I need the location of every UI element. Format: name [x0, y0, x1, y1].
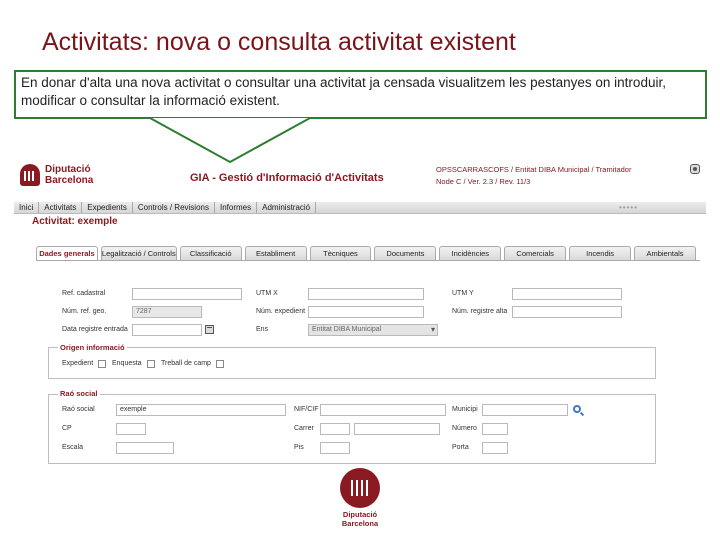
- diputacio-seal-icon: [340, 468, 380, 508]
- tab-dades-generals[interactable]: Dades generals: [36, 246, 98, 260]
- rao-social-input[interactable]: exemple: [116, 404, 286, 416]
- nif-input[interactable]: [320, 404, 446, 416]
- app-title: GIA - Gestió d'Informació d'Activitats: [190, 172, 384, 184]
- menu-item-expedients[interactable]: Expedients: [82, 202, 133, 213]
- session-info-line-1: OPSSCARRASCOFS / Entitat DIBA Municipal / Tramitador: [436, 165, 632, 174]
- carrer-type-input[interactable]: [320, 423, 350, 435]
- tab-comercials[interactable]: Comercials: [504, 246, 566, 260]
- treball-camp-checkbox-label: Treball de camp: [161, 360, 211, 367]
- menu-overflow-dots: •••••: [619, 203, 639, 212]
- search-icon[interactable]: [573, 405, 581, 413]
- enquesta-checkbox[interactable]: [147, 360, 155, 368]
- menu-item-inici[interactable]: Inici: [14, 202, 39, 213]
- tab-incendis[interactable]: Incendis: [569, 246, 631, 260]
- calendar-icon[interactable]: [205, 325, 214, 334]
- num-registre-input[interactable]: [512, 306, 622, 318]
- tab-incidencies[interactable]: Incidències: [439, 246, 501, 260]
- logo-line-2: Barcelona: [45, 175, 94, 186]
- menu-item-controls-revisions[interactable]: Controls / Revisions: [133, 202, 215, 213]
- callout-pointer-arrow: [0, 0, 720, 170]
- app-screenshot: [14, 158, 706, 456]
- ens-select[interactable]: Entitat DIBA Municipal ▾: [308, 324, 438, 336]
- footer-logo-line-2: Barcelona: [341, 519, 379, 528]
- num-ref-geo-label: Núm. ref. geo.: [62, 308, 107, 315]
- data-registre-input[interactable]: [132, 324, 202, 336]
- utm-y-input[interactable]: [512, 288, 622, 300]
- menu-item-activitats[interactable]: Activitats: [39, 202, 82, 213]
- num-ref-geo-input: 7287: [132, 306, 202, 318]
- cp-label: CP: [62, 425, 72, 432]
- numero-label: Número: [452, 425, 477, 432]
- ref-cadastral-label: Ref. cadastral: [62, 290, 106, 297]
- utm-y-label: UTM Y: [452, 290, 474, 297]
- callout-text: En donar d'alta una nova activitat o consultar una activitat ja censada visualitzem les pestanyes on introduir, modificar o consultar la informació existent.: [21, 75, 666, 108]
- logo-line-1: Diputació: [45, 164, 91, 175]
- tab-documents[interactable]: Documents: [374, 246, 436, 260]
- num-expedient-input[interactable]: [308, 306, 424, 318]
- tab-strip: [36, 246, 696, 260]
- utm-x-label: UTM X: [256, 290, 278, 297]
- carrer-label: Carrer: [294, 425, 314, 432]
- tab-tecniques[interactable]: Tècniques: [310, 246, 372, 260]
- utm-x-input[interactable]: [308, 288, 424, 300]
- municipi-label: Municipi: [452, 406, 478, 413]
- escala-label: Escala: [62, 444, 84, 451]
- tab-legalitzacio-controls[interactable]: Legalització / Controls: [101, 246, 177, 260]
- treball-camp-checkbox[interactable]: [216, 360, 224, 368]
- nif-label: NIF/CIF: [294, 406, 319, 413]
- pis-label: Pis: [294, 444, 304, 451]
- rao-social-label: Raó social: [62, 406, 95, 413]
- expedient-checkbox[interactable]: [98, 360, 106, 368]
- tab-panel-dades-generals: [36, 260, 700, 460]
- slide-title: Activitats: nova o consulta activitat existent: [42, 28, 516, 56]
- menu-item-administracio[interactable]: Administració: [257, 202, 316, 213]
- tab-classificacio[interactable]: Classificació: [180, 246, 242, 260]
- enquesta-checkbox-label: Enquesta: [112, 360, 142, 367]
- ens-label: Ens: [256, 326, 269, 333]
- numero-input[interactable]: [482, 423, 508, 435]
- main-menu: [14, 202, 706, 214]
- escala-input[interactable]: [116, 442, 174, 454]
- data-registre-label: Data registre entrada: [62, 326, 128, 333]
- expedient-checkbox-label: Expedient: [62, 360, 94, 367]
- porta-input[interactable]: [482, 442, 508, 454]
- carrer-input[interactable]: [354, 423, 440, 435]
- footer-logo-line-1: Diputació: [342, 510, 378, 519]
- session-info-line-2: Node C / Ver. 2.3 / Rev. 11/3: [436, 177, 531, 186]
- tab-establiment[interactable]: Establiment: [245, 246, 307, 260]
- menu-item-informes[interactable]: Informes: [215, 202, 257, 213]
- num-registre-label: Núm. registre alta: [452, 308, 508, 315]
- form-title: Activitat: exemple: [32, 216, 118, 227]
- pis-input[interactable]: [320, 442, 350, 454]
- origen-informacio-title: Origen informació: [60, 343, 125, 352]
- ref-cadastral-input[interactable]: [132, 288, 242, 300]
- cp-input[interactable]: [116, 423, 146, 435]
- footer-logo: [336, 468, 384, 528]
- rao-social-title: Raó social: [60, 389, 98, 398]
- num-expedient-label: Núm. expedient: [256, 308, 306, 315]
- tab-ambientals[interactable]: Ambientals: [634, 246, 696, 260]
- porta-label: Porta: [452, 444, 469, 451]
- municipi-input[interactable]: [482, 404, 568, 416]
